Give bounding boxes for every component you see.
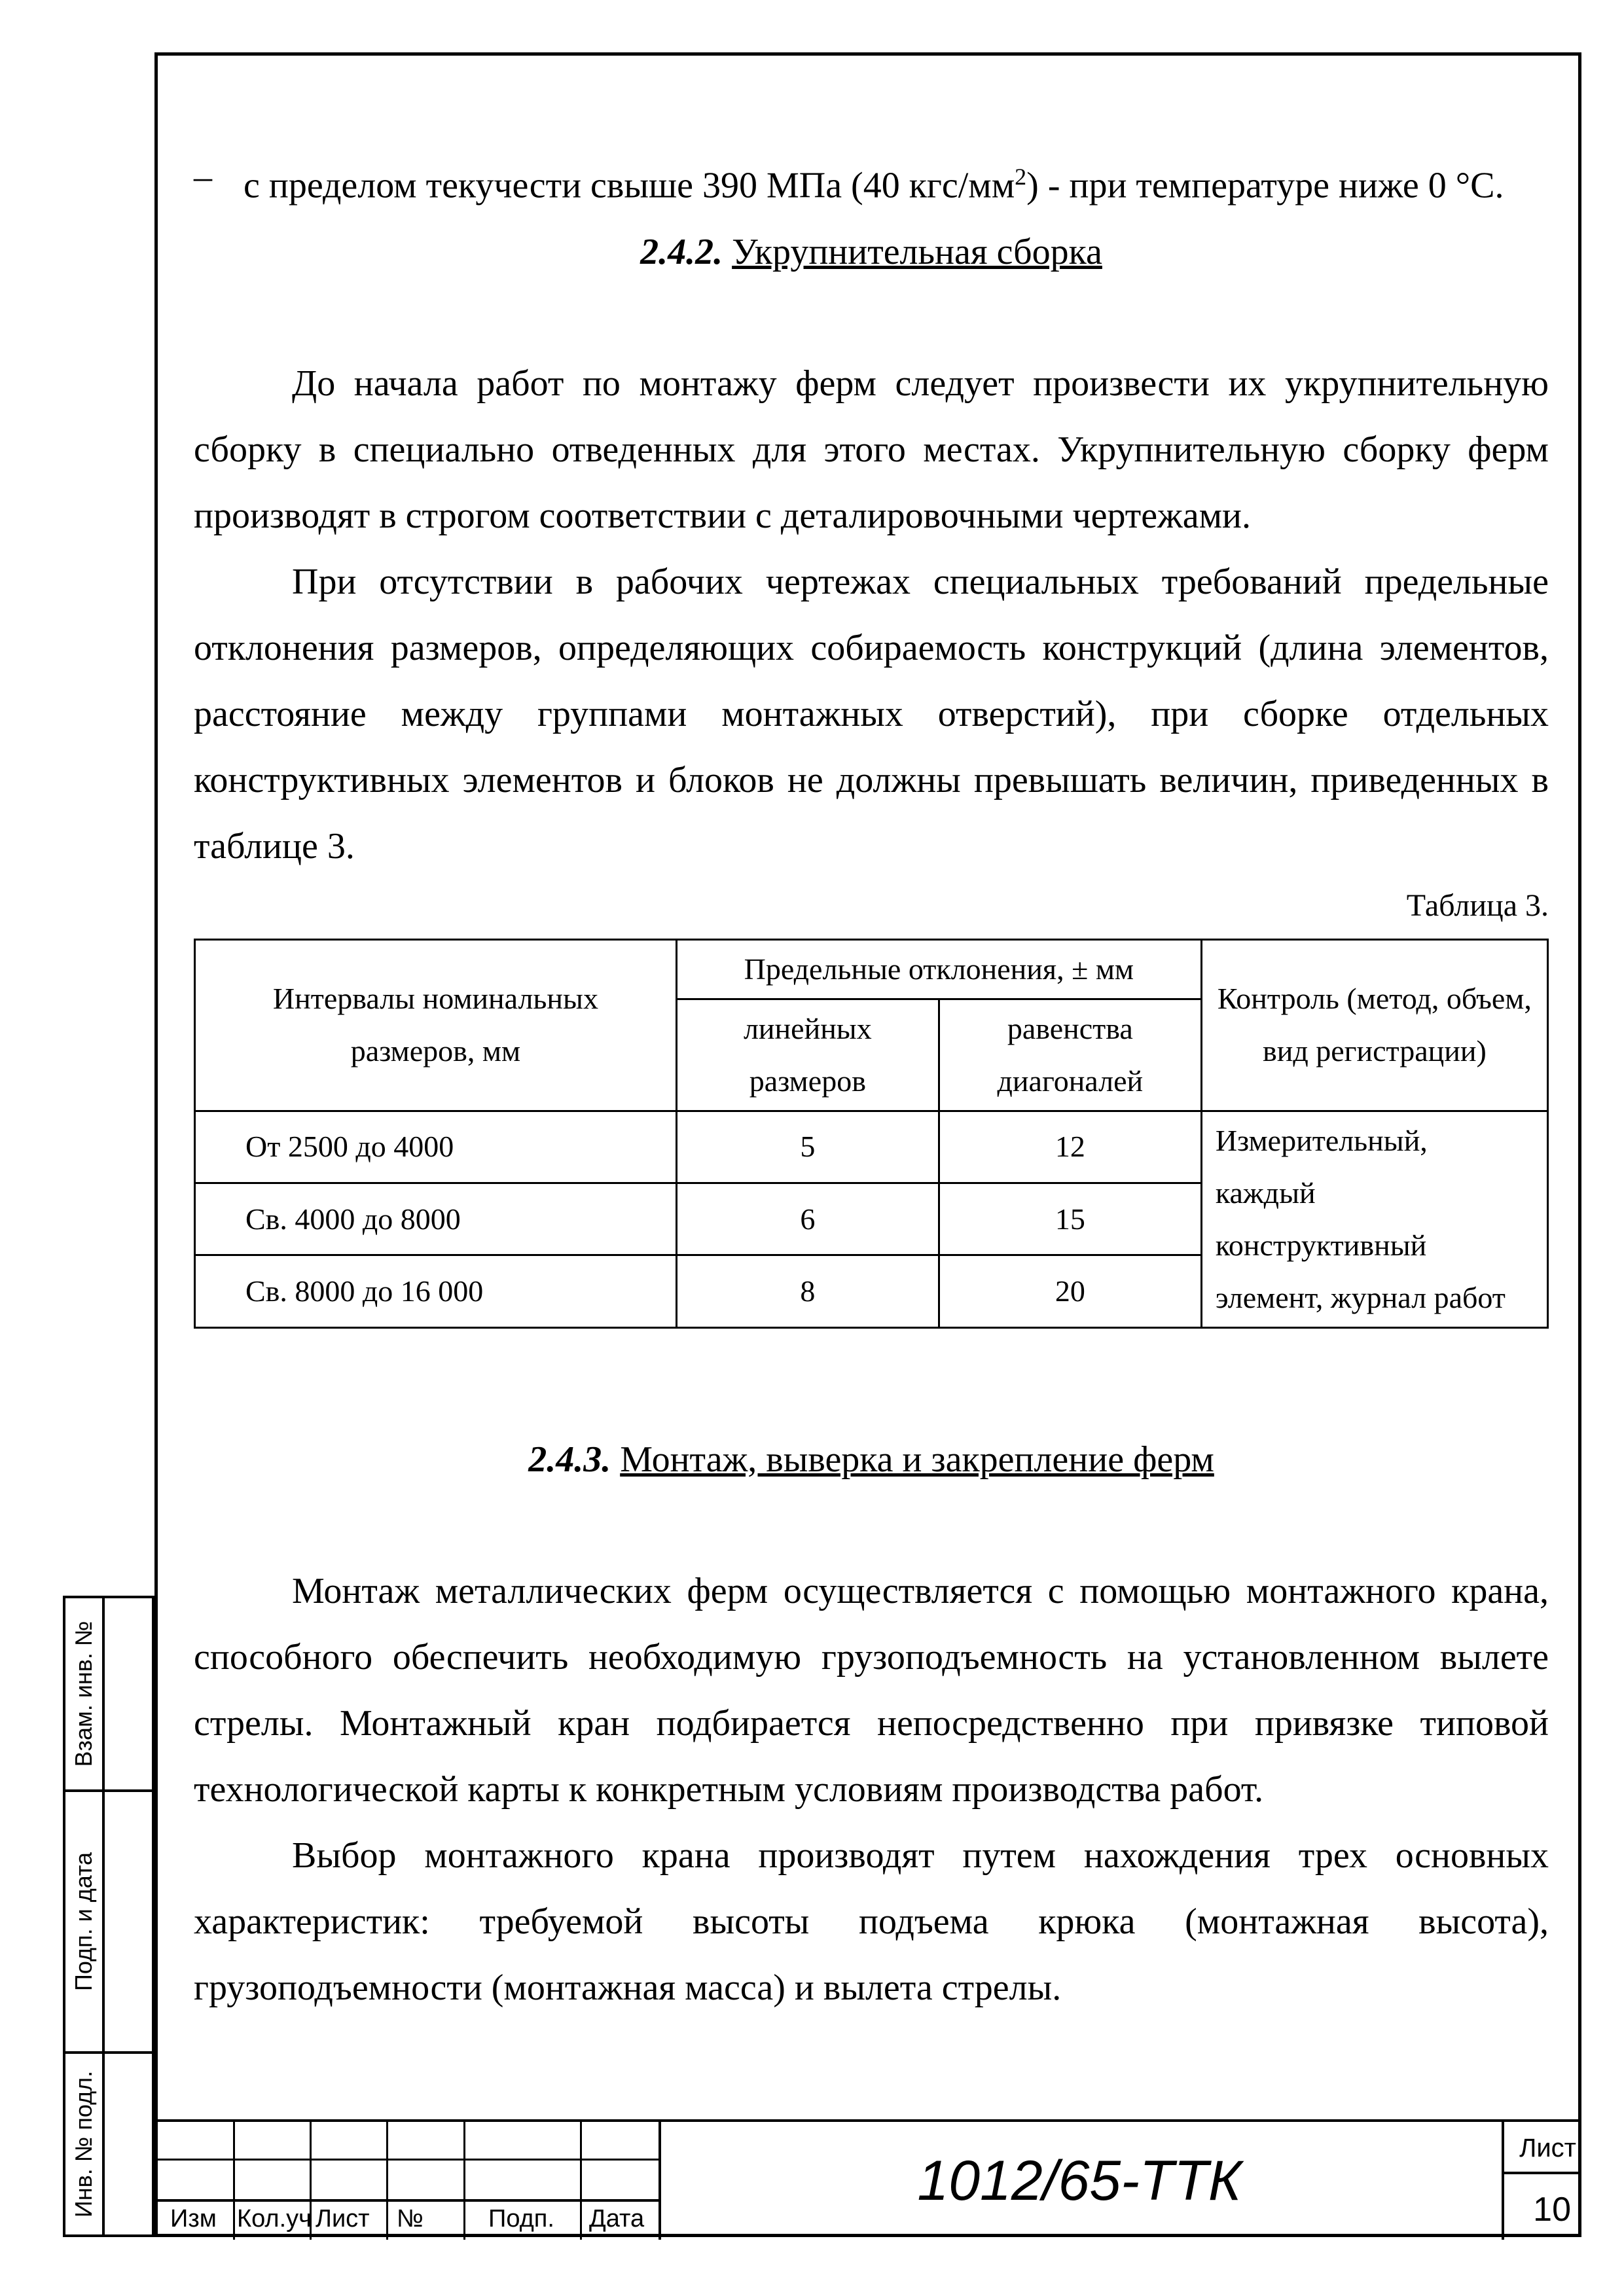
bullet-text-after: ) - при температуре ниже 0 °С. — [1026, 165, 1504, 206]
header-deviations: Предельные отклонения, ± мм — [676, 939, 1201, 999]
cell-interval: Св. 8000 до 16 000 — [195, 1255, 677, 1327]
tb-col-izm: Изм — [170, 2205, 217, 2233]
section-title: Монтаж, выверка и закрепление ферм — [620, 1439, 1214, 1480]
bullet-dash: – — [194, 156, 212, 197]
sheet-label: Лист — [1519, 2134, 1576, 2162]
stamp-cell-vzam — [63, 1596, 154, 1792]
stamp-label-inv: Инв. № подл. — [70, 2070, 97, 2218]
cell-diagonal: 12 — [939, 1111, 1201, 1183]
header-intervals: Интервалы номинальных размеров, мм — [195, 939, 677, 1111]
cell-interval: От 2500 до 4000 — [195, 1111, 677, 1183]
tb-col-kolvo: Кол.уч — [237, 2205, 312, 2233]
section-heading-2-4-3 — [194, 1427, 1549, 1493]
deviation-table — [194, 939, 1549, 1329]
tb-col-num: № — [397, 2205, 424, 2233]
cell-diagonal: 15 — [939, 1183, 1201, 1255]
stamp-cell-podp — [63, 1789, 154, 2054]
cell-linear: 5 — [676, 1111, 939, 1183]
tb-col-podp: Подп. — [488, 2205, 554, 2233]
document-code: 1012/65-ТТК — [917, 2149, 1242, 2212]
cell-diagonal: 20 — [939, 1255, 1201, 1327]
spacer — [194, 1493, 1549, 1558]
cell-interval: Св. 4000 до 8000 — [195, 1183, 677, 1255]
header-diagonals: равенства диагоналей — [939, 999, 1201, 1111]
spacer — [194, 1329, 1549, 1427]
spacer — [194, 285, 1549, 351]
section-number: 2.4.3. — [528, 1439, 611, 1480]
section-number: 2.4.2. — [640, 231, 723, 272]
cell-linear: 8 — [676, 1255, 939, 1327]
sheet-number: 10 — [1533, 2191, 1571, 2229]
header-control: Контроль (метод, объем, вид регистрации) — [1201, 939, 1547, 1111]
section-title: Укрупнительная сборка — [732, 231, 1102, 272]
cell-linear: 6 — [676, 1183, 939, 1255]
bullet-text-before: с пределом текучести свыше 390 МПа (40 кгс/мм — [244, 165, 1015, 206]
bullet-superscript: 2 — [1015, 164, 1027, 190]
paragraph: До начала работ по монтажу ферм следует произвести их укрупнительную сборку в специально отведенных для этого местах. Укрупнительную сборку ферм производят в строгом соответствии с деталировочными чертежами. — [194, 363, 1549, 536]
paragraph: Монтаж металлических ферм осуществляется с помощью монтажного крана, способного обеспечить необходимую грузоподъемность на установленном вылете стрелы. Монтажный кран подбирается непосредственно при привязке типовой технологической карты к конкретным условиям производства работ. — [194, 1570, 1549, 1810]
stamp-label-vzam: Взам. инв. № — [70, 1621, 97, 1767]
paragraph: При отсутствии в рабочих чертежах специальных требований предельные отклонения размеров, определяющих собираемость конструкций (длина элементов, расстояние между группами монтажных отверстий), при сборке отдельных конструктивных элементов и блоков не должны превышать величин, приведенных в таблице 3. — [194, 561, 1549, 867]
cell-control: Измерительный, каждый конструктивный элемент, журнал работ — [1201, 1111, 1547, 1327]
stamp-cell-inv — [63, 2051, 154, 2237]
tb-col-data: Дата — [589, 2205, 645, 2233]
title-block — [154, 2119, 1581, 2237]
section-heading-2-4-2 — [194, 219, 1549, 285]
header-linear: линейных размеров — [676, 999, 939, 1111]
side-stamp — [63, 1596, 154, 2237]
stamp-label-podp: Подп. и дата — [70, 1852, 97, 1992]
bullet-item — [194, 144, 1549, 219]
tb-col-list: Лист — [316, 2205, 370, 2233]
table-caption: Таблица 3. — [1406, 888, 1549, 923]
document-body — [194, 144, 1549, 2021]
table-row — [195, 1111, 1548, 1183]
paragraph: Выбор монтажного крана производят путем нахождения трех основных характеристик: требуемой высоты подъема крюка (монтажная высота), грузоподъемности (монтажная масса) и вылета стрелы. — [194, 1835, 1549, 2008]
